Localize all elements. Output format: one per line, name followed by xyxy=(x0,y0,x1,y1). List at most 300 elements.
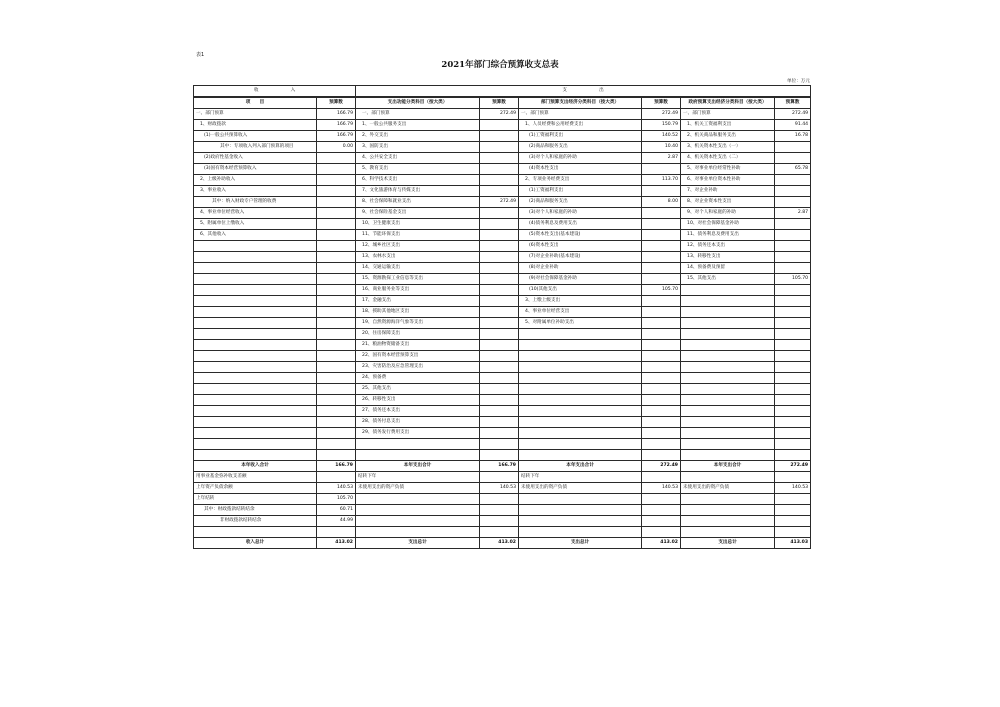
func-value-cell xyxy=(480,351,519,362)
expense-grand-label: 支出总计 xyxy=(519,538,642,549)
empty-cell xyxy=(356,439,480,450)
gov-econ-item-cell xyxy=(681,494,775,505)
gov-econ-item-cell xyxy=(681,406,775,417)
empty-cell xyxy=(317,439,356,450)
func-item-cell: 13、农林水支出 xyxy=(356,252,480,263)
income-value-cell: 105.70 xyxy=(317,494,356,505)
gov-econ-item-cell: 14、预备费及预留 xyxy=(681,263,775,274)
func-item-cell: 6、科学技术支出 xyxy=(356,175,480,186)
gov-econ-value-cell xyxy=(775,406,811,417)
expense-total-label: 本年支出合计 xyxy=(356,461,480,472)
dept-econ-value-cell xyxy=(642,384,681,395)
income-value-cell xyxy=(317,406,356,417)
gov-econ-value-cell xyxy=(775,296,811,307)
dept-econ-item-cell xyxy=(519,373,642,384)
income-value-cell: 0.00 xyxy=(317,142,356,153)
dept-econ-value-cell xyxy=(642,417,681,428)
page-title: 2021年部门综合预算收支总表 xyxy=(441,60,559,70)
column-header-item: 项 目 xyxy=(194,97,317,109)
table-row xyxy=(194,131,811,142)
dept-econ-item-cell: (1)工资福利支出 xyxy=(519,131,642,142)
dept-econ-item-cell xyxy=(519,494,642,505)
income-item-cell xyxy=(194,318,317,329)
gov-econ-value-cell xyxy=(775,241,811,252)
dept-econ-value-cell xyxy=(642,494,681,505)
income-value-cell xyxy=(317,384,356,395)
func-item-cell: 1、一般公共服务支出 xyxy=(356,120,480,131)
func-item-cell xyxy=(356,494,480,505)
expense-grand-value: 413.02 xyxy=(480,538,519,549)
dept-econ-item-cell: 3、上缴上级支出 xyxy=(519,296,642,307)
grand-total-row xyxy=(194,538,811,549)
gov-econ-item-cell: 未使用支出的资产负债 xyxy=(681,483,775,494)
empty-cell xyxy=(194,439,317,450)
gov-econ-value-cell xyxy=(775,175,811,186)
func-item-cell xyxy=(356,505,480,516)
income-item-cell xyxy=(194,395,317,406)
gov-econ-value-cell xyxy=(775,384,811,395)
table-row xyxy=(194,516,811,527)
empty-cell xyxy=(480,450,519,461)
gov-econ-item-cell xyxy=(681,296,775,307)
dept-econ-value-cell xyxy=(642,230,681,241)
table-row xyxy=(194,417,811,428)
dept-econ-item-cell: (3)对个人和家庭的补助 xyxy=(519,153,642,164)
func-item-cell: 结转下年 xyxy=(356,472,480,483)
gov-econ-value-cell xyxy=(775,285,811,296)
table-row xyxy=(194,318,811,329)
income-value-cell xyxy=(317,230,356,241)
dept-econ-value-cell xyxy=(642,219,681,230)
income-value-cell xyxy=(317,340,356,351)
gov-econ-value-cell xyxy=(775,516,811,527)
dept-econ-value-cell xyxy=(642,428,681,439)
dept-econ-item-cell xyxy=(519,395,642,406)
func-item-cell: 19、自然资源海洋气象等支出 xyxy=(356,318,480,329)
gov-econ-item-cell xyxy=(681,373,775,384)
func-value-cell xyxy=(480,164,519,175)
gov-econ-value-cell xyxy=(775,142,811,153)
dept-econ-value-cell: 2.87 xyxy=(642,153,681,164)
table-row xyxy=(194,406,811,417)
income-value-cell xyxy=(317,219,356,230)
income-value-cell xyxy=(317,307,356,318)
dept-econ-item-cell xyxy=(519,428,642,439)
func-value-cell xyxy=(480,516,519,527)
income-total-value: 166.79 xyxy=(317,461,356,472)
func-value-cell xyxy=(480,263,519,274)
empty-cell xyxy=(775,439,811,450)
func-value-cell xyxy=(480,241,519,252)
gov-econ-item-cell: 6、对事业单位资本性补助 xyxy=(681,175,775,186)
income-item-cell xyxy=(194,406,317,417)
gov-econ-item-cell: 9、对个人和家庭的补助 xyxy=(681,208,775,219)
gov-econ-item-cell: 13、转移性支出 xyxy=(681,252,775,263)
func-value-cell xyxy=(480,428,519,439)
empty-cell xyxy=(775,527,811,538)
expense-total-value: 272.49 xyxy=(775,461,811,472)
gov-econ-item-cell xyxy=(681,395,775,406)
income-value-cell xyxy=(317,472,356,483)
dept-econ-item-cell xyxy=(519,406,642,417)
table-row xyxy=(194,494,811,505)
dept-econ-item-cell: (2)商品和服务支出 xyxy=(519,197,642,208)
func-value-cell xyxy=(480,340,519,351)
func-item-cell: 3、国防支出 xyxy=(356,142,480,153)
expense-header: 支 出 xyxy=(356,86,811,98)
income-value-cell xyxy=(317,373,356,384)
func-item-cell: 23、灾害防治及应急管理支出 xyxy=(356,362,480,373)
func-value-cell xyxy=(480,274,519,285)
dept-econ-value-cell xyxy=(642,505,681,516)
func-value-cell xyxy=(480,417,519,428)
gov-econ-item-cell: 5、对事业单位经常性补助 xyxy=(681,164,775,175)
column-header-budget: 预算数 xyxy=(775,97,811,109)
gov-econ-value-cell xyxy=(775,329,811,340)
dept-econ-item-cell: 1、人员经费和公用经费支出 xyxy=(519,120,642,131)
func-value-cell xyxy=(480,219,519,230)
income-item-cell: 6、其他收入 xyxy=(194,230,317,241)
expense-total-label: 本年支出合计 xyxy=(681,461,775,472)
dept-econ-item-cell: (7)对企业补助(基本建设) xyxy=(519,252,642,263)
income-value-cell: 166.79 xyxy=(317,120,356,131)
empty-cell xyxy=(681,450,775,461)
func-item-cell: 14、交通运输支出 xyxy=(356,263,480,274)
gov-econ-item-cell: 2、机关商品和服务支出 xyxy=(681,131,775,142)
income-value-cell xyxy=(317,175,356,186)
dept-econ-value-cell: 10.40 xyxy=(642,142,681,153)
income-item-cell: 1、财政拨款 xyxy=(194,120,317,131)
func-value-cell xyxy=(480,208,519,219)
gov-econ-value-cell xyxy=(775,340,811,351)
column-header-func: 支出功能分类科目（按大类） xyxy=(356,97,480,109)
func-item-cell: 11、节能环保支出 xyxy=(356,230,480,241)
empty-cell xyxy=(519,527,642,538)
dept-econ-value-cell xyxy=(642,406,681,417)
gov-econ-value-cell xyxy=(775,307,811,318)
totals-row xyxy=(194,461,811,472)
func-item-cell: 27、债务还本支出 xyxy=(356,406,480,417)
page-label: 表1 xyxy=(196,52,205,58)
table-row xyxy=(194,164,811,175)
table-row xyxy=(194,219,811,230)
dept-econ-item-cell: (1)工资福利支出 xyxy=(519,186,642,197)
table-row xyxy=(194,384,811,395)
dept-econ-item-cell: (6)资本性支出 xyxy=(519,241,642,252)
income-value-cell xyxy=(317,208,356,219)
empty-row xyxy=(194,527,811,538)
func-item-cell: 一、部门预算 xyxy=(356,109,480,120)
empty-cell xyxy=(356,527,480,538)
dept-econ-value-cell xyxy=(642,340,681,351)
gov-econ-item-cell: 1、机关工资福利支出 xyxy=(681,120,775,131)
gov-econ-item-cell xyxy=(681,351,775,362)
func-value-cell xyxy=(480,472,519,483)
dept-econ-item-cell: (2)商品和服务支出 xyxy=(519,142,642,153)
func-item-cell: 24、预备费 xyxy=(356,373,480,384)
column-header-budget: 预算数 xyxy=(480,97,519,109)
func-item-cell: 4、公共安全支出 xyxy=(356,153,480,164)
gov-econ-value-cell xyxy=(775,472,811,483)
income-value-cell xyxy=(317,241,356,252)
dept-econ-value-cell xyxy=(642,208,681,219)
dept-econ-value-cell: 105.70 xyxy=(642,285,681,296)
empty-cell xyxy=(642,439,681,450)
gov-econ-value-cell xyxy=(775,505,811,516)
dept-econ-value-cell xyxy=(642,395,681,406)
gov-econ-item-cell xyxy=(681,428,775,439)
gov-econ-item-cell: 7、对企业补助 xyxy=(681,186,775,197)
income-item-cell xyxy=(194,274,317,285)
income-grand-label: 收入总计 xyxy=(194,538,317,549)
dept-econ-item-cell: (4)债务利息及费用支出 xyxy=(519,219,642,230)
income-item-cell: 上年结转 xyxy=(194,494,317,505)
income-item-cell xyxy=(194,428,317,439)
dept-econ-value-cell xyxy=(642,516,681,527)
income-value-cell xyxy=(317,428,356,439)
income-item-cell: 4、事业单位经营收入 xyxy=(194,208,317,219)
dept-econ-item-cell xyxy=(519,417,642,428)
table-body xyxy=(194,109,811,549)
table-row xyxy=(194,472,811,483)
dept-econ-value-cell: 8.00 xyxy=(642,197,681,208)
func-value-cell xyxy=(480,329,519,340)
income-item-cell: (2)政府性基金收入 xyxy=(194,153,317,164)
dept-econ-item-cell: 5、对附属单位补助支出 xyxy=(519,318,642,329)
table-row xyxy=(194,274,811,285)
gov-econ-value-cell xyxy=(775,219,811,230)
dept-econ-item-cell: (9)对社会保障基金补助 xyxy=(519,274,642,285)
income-value-cell: 166.79 xyxy=(317,109,356,120)
empty-cell xyxy=(519,450,642,461)
table-row xyxy=(194,373,811,384)
gov-econ-value-cell xyxy=(775,197,811,208)
dept-econ-item-cell xyxy=(519,505,642,516)
gov-econ-value-cell: 16.78 xyxy=(775,131,811,142)
column-header-budget: 预算数 xyxy=(642,97,681,109)
dept-econ-item-cell: 未使用支出的资产负债 xyxy=(519,483,642,494)
func-value-cell xyxy=(480,362,519,373)
dept-econ-item-cell xyxy=(519,329,642,340)
gov-econ-value-cell xyxy=(775,252,811,263)
dept-econ-item-cell xyxy=(519,384,642,395)
income-item-cell: 非财政拨款结转结余 xyxy=(194,516,317,527)
dept-econ-item-cell: 2、专项业务经费支出 xyxy=(519,175,642,186)
func-item-cell: 17、金融支出 xyxy=(356,296,480,307)
func-item-cell: 21、粮油物资储备支出 xyxy=(356,340,480,351)
table-row xyxy=(194,230,811,241)
dept-econ-value-cell xyxy=(642,351,681,362)
func-value-cell: 272.49 xyxy=(480,197,519,208)
table-row xyxy=(194,142,811,153)
gov-econ-item-cell: 10、对社会保障基金补助 xyxy=(681,219,775,230)
income-item-cell xyxy=(194,296,317,307)
func-item-cell: 8、社会保障和就业支出 xyxy=(356,197,480,208)
income-value-cell xyxy=(317,318,356,329)
income-value-cell xyxy=(317,164,356,175)
gov-econ-item-cell: 12、债务还本支出 xyxy=(681,241,775,252)
dept-econ-value-cell xyxy=(642,274,681,285)
gov-econ-item-cell xyxy=(681,362,775,373)
empty-cell xyxy=(681,439,775,450)
income-item-cell xyxy=(194,340,317,351)
dept-econ-value-cell xyxy=(642,263,681,274)
gov-econ-item-cell xyxy=(681,472,775,483)
gov-econ-value-cell xyxy=(775,494,811,505)
income-value-cell xyxy=(317,417,356,428)
gov-econ-value-cell: 2.87 xyxy=(775,208,811,219)
gov-econ-item-cell: 11、债务利息及费用支出 xyxy=(681,230,775,241)
table-row xyxy=(194,307,811,318)
income-item-cell xyxy=(194,362,317,373)
income-item-cell xyxy=(194,252,317,263)
table-row xyxy=(194,208,811,219)
table-row xyxy=(194,263,811,274)
gov-econ-value-cell xyxy=(775,428,811,439)
dept-econ-item-cell: (4)资本性支出 xyxy=(519,164,642,175)
func-value-cell xyxy=(480,285,519,296)
income-total-label: 本年收入合计 xyxy=(194,461,317,472)
func-value-cell xyxy=(480,373,519,384)
table-row xyxy=(194,285,811,296)
income-value-cell xyxy=(317,362,356,373)
gov-econ-item-cell: 15、其他支出 xyxy=(681,274,775,285)
func-value-cell xyxy=(480,307,519,318)
table-row xyxy=(194,428,811,439)
income-item-cell: (1)一般公共预算收入 xyxy=(194,131,317,142)
expense-total-value: 166.79 xyxy=(480,461,519,472)
func-value-cell xyxy=(480,186,519,197)
dept-econ-value-cell xyxy=(642,252,681,263)
func-value-cell xyxy=(480,175,519,186)
func-value-cell xyxy=(480,131,519,142)
gov-econ-item-cell: 3、机关资本性支出（一） xyxy=(681,142,775,153)
gov-econ-value-cell: 272.49 xyxy=(775,109,811,120)
empty-row xyxy=(194,450,811,461)
gov-econ-value-cell: 140.53 xyxy=(775,483,811,494)
unit-label: 单位：万元 xyxy=(787,79,810,84)
gov-econ-value-cell xyxy=(775,230,811,241)
income-item-cell xyxy=(194,307,317,318)
func-value-cell xyxy=(480,230,519,241)
dept-econ-item-cell xyxy=(519,351,642,362)
expense-total-label: 本年支出合计 xyxy=(519,461,642,472)
gov-econ-value-cell xyxy=(775,153,811,164)
func-item-cell: 25、其他支出 xyxy=(356,384,480,395)
gov-econ-value-cell xyxy=(775,395,811,406)
income-item-cell: 其中：纳入财政专户管理的收费 xyxy=(194,197,317,208)
func-value-cell: 272.49 xyxy=(480,109,519,120)
gov-econ-item-cell xyxy=(681,307,775,318)
func-item-cell xyxy=(356,516,480,527)
gov-econ-value-cell: 65.78 xyxy=(775,164,811,175)
func-item-cell: 29、债务发行费用支出 xyxy=(356,428,480,439)
expense-grand-value: 413.03 xyxy=(775,538,811,549)
func-value-cell xyxy=(480,395,519,406)
income-item-cell xyxy=(194,329,317,340)
income-item-cell xyxy=(194,351,317,362)
table-row xyxy=(194,395,811,406)
func-item-cell: 5、教育支出 xyxy=(356,164,480,175)
table-row xyxy=(194,175,811,186)
table-row xyxy=(194,109,811,120)
table-row xyxy=(194,153,811,164)
gov-econ-value-cell xyxy=(775,186,811,197)
gov-econ-item-cell xyxy=(681,318,775,329)
dept-econ-item-cell: 结转下年 xyxy=(519,472,642,483)
func-item-cell: 12、城乡社区支出 xyxy=(356,241,480,252)
column-header-dept-econ: 部门预算支出经济分类科目（按大类） xyxy=(519,97,642,109)
income-item-cell: 用事业基金弥补收支差额 xyxy=(194,472,317,483)
income-item-cell xyxy=(194,263,317,274)
func-item-cell: 7、文化旅游体育与传媒支出 xyxy=(356,186,480,197)
dept-econ-item-cell: (8)对企业补助 xyxy=(519,263,642,274)
income-value-cell xyxy=(317,329,356,340)
dept-econ-value-cell xyxy=(642,318,681,329)
gov-econ-value-cell xyxy=(775,373,811,384)
table-row xyxy=(194,296,811,307)
func-item-cell: 16、商业服务业等支出 xyxy=(356,285,480,296)
expense-grand-label: 支出总计 xyxy=(356,538,480,549)
income-value-cell xyxy=(317,197,356,208)
expense-grand-value: 413.02 xyxy=(642,538,681,549)
table-row xyxy=(194,186,811,197)
income-value-cell xyxy=(317,274,356,285)
empty-cell xyxy=(519,439,642,450)
income-grand-value: 413.02 xyxy=(317,538,356,549)
gov-econ-value-cell xyxy=(775,263,811,274)
dept-econ-value-cell: 140.52 xyxy=(642,131,681,142)
income-value-cell: 140.53 xyxy=(317,483,356,494)
dept-econ-value-cell: 272.49 xyxy=(642,109,681,120)
income-item-cell: 3、事业收入 xyxy=(194,186,317,197)
gov-econ-item-cell xyxy=(681,417,775,428)
expense-grand-label: 支出总计 xyxy=(681,538,775,549)
func-value-cell xyxy=(480,120,519,131)
income-item-cell: 其中：专项收入列入部门预算的项目 xyxy=(194,142,317,153)
income-value-cell xyxy=(317,296,356,307)
empty-cell xyxy=(194,527,317,538)
column-header-gov-econ: 政府预算支出经济分类科目（按大类） xyxy=(681,97,775,109)
income-value-cell xyxy=(317,351,356,362)
dept-econ-value-cell xyxy=(642,472,681,483)
func-value-cell: 140.53 xyxy=(480,483,519,494)
income-item-cell xyxy=(194,241,317,252)
income-item-cell xyxy=(194,373,317,384)
gov-econ-item-cell xyxy=(681,285,775,296)
income-value-cell xyxy=(317,252,356,263)
gov-econ-value-cell xyxy=(775,351,811,362)
dept-econ-value-cell xyxy=(642,241,681,252)
dept-econ-value-cell xyxy=(642,164,681,175)
gov-econ-item-cell xyxy=(681,340,775,351)
dept-econ-value-cell: 140.53 xyxy=(642,483,681,494)
table-row xyxy=(194,362,811,373)
dept-econ-value-cell xyxy=(642,186,681,197)
income-header: 收 入 xyxy=(194,86,356,98)
income-item-cell: (3)国有资本经营预算收入 xyxy=(194,164,317,175)
income-item-cell: 上年资产负债余额 xyxy=(194,483,317,494)
gov-econ-value-cell: 91.44 xyxy=(775,120,811,131)
expense-total-value: 272.49 xyxy=(642,461,681,472)
func-item-cell: 15、资源勘探工业信息等支出 xyxy=(356,274,480,285)
income-value-cell: 44.99 xyxy=(317,516,356,527)
func-item-cell: 18、援助其他地区支出 xyxy=(356,307,480,318)
dept-econ-value-cell xyxy=(642,362,681,373)
func-value-cell xyxy=(480,494,519,505)
func-value-cell xyxy=(480,406,519,417)
dept-econ-item-cell: 一、部门预算 xyxy=(519,109,642,120)
